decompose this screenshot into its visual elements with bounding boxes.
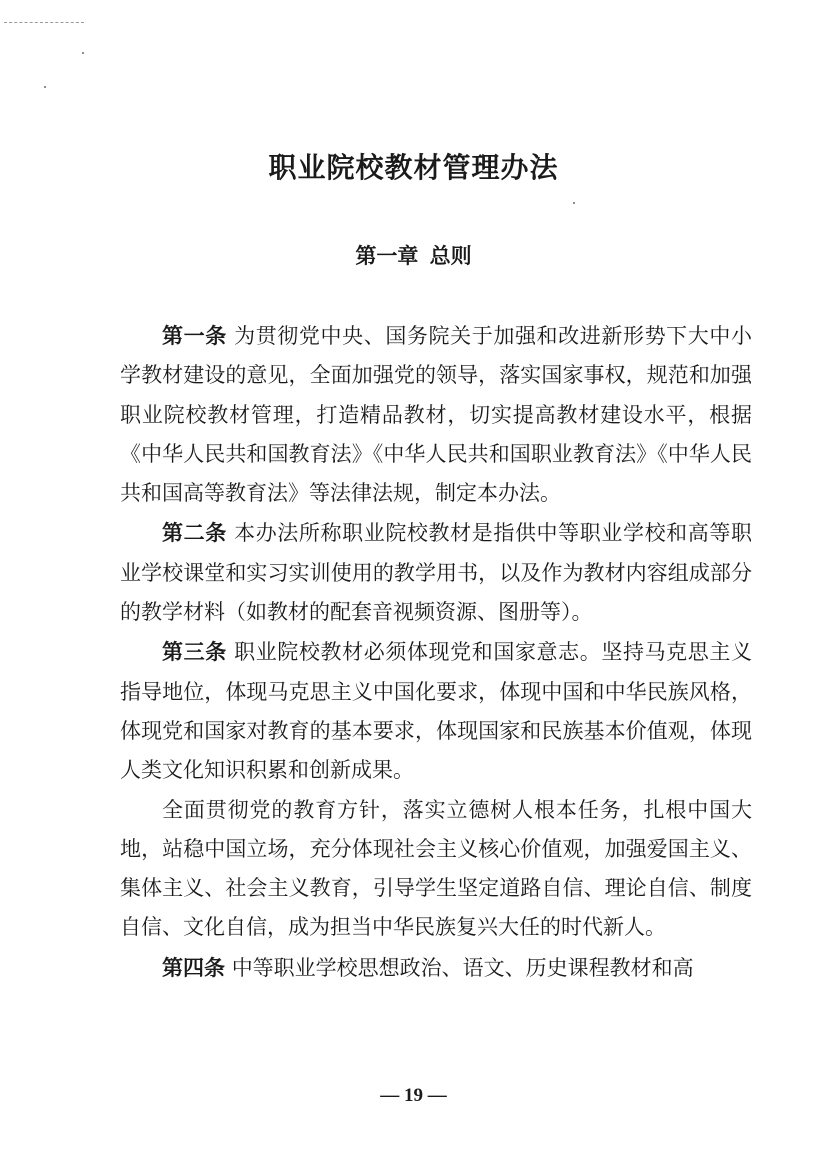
- chapter-heading: 第一章 总则: [355, 243, 472, 268]
- scan-speck: [82, 52, 84, 54]
- scan-speck: [573, 202, 575, 204]
- document-body: [120, 316, 752, 988]
- article-number: 第三条: [162, 639, 227, 665]
- article-3: [120, 632, 752, 790]
- article-number: 第一条: [162, 323, 227, 348]
- paragraph-text: 全面贯彻党的教育方针，落实立德树人根本任务，扎根中国大地，站稳中国立场，充分体现社会主义核心价值观，加强爱国主义、集体主义、社会主义教育，引导学生坚定道路自信、理论自信、制度自信、文化自信，成为担当中华民族复兴大任的时代新人。: [120, 797, 752, 940]
- article-number: 第四条: [162, 954, 225, 980]
- article-2: [120, 513, 752, 632]
- article-4: [120, 948, 752, 988]
- article-number: 第二条: [162, 520, 227, 546]
- article-text: 中等职业学校思想政治、语文、历史课程教材和高: [231, 955, 694, 980]
- article-text: 职业院校教材必须体现党和国家意志。坚持马克思主义指导地位，体现马克思主义中国化要求，体现中国和中华民族风格，体现党和国家对教育的基本要求，体现国家和民族基本价值观，体现人类文化知识积累和创新成果。: [120, 640, 752, 783]
- scan-edge-mark: [4, 22, 84, 23]
- article-text: 本办法所称职业院校教材是指供中等职业学校和高等职业学校课堂和实习实训使用的教学用书，以及作为教材内容组成部分的教学材料（如教材的配套音视频资源、图册等）。: [120, 521, 752, 625]
- scan-speck: [44, 86, 46, 88]
- page-number: — 19 —: [380, 1085, 447, 1106]
- article-1: [120, 316, 752, 513]
- article-3-continued: [120, 791, 752, 948]
- document-title: 职业院校教材管理办法: [268, 151, 559, 184]
- article-text: 为贯彻党中央、国务院关于加强和改进新形势下大中小学教材建设的意见，全面加强党的领导，落实国家事权，规范和加强职业院校教材管理，打造精品教材，切实提高教材建设水平，根据《中华人民共和国教育法》《中华人民共和国职业教育法》《中华人民共和国高等教育法》等法律法规，制定本办法。: [120, 324, 752, 506]
